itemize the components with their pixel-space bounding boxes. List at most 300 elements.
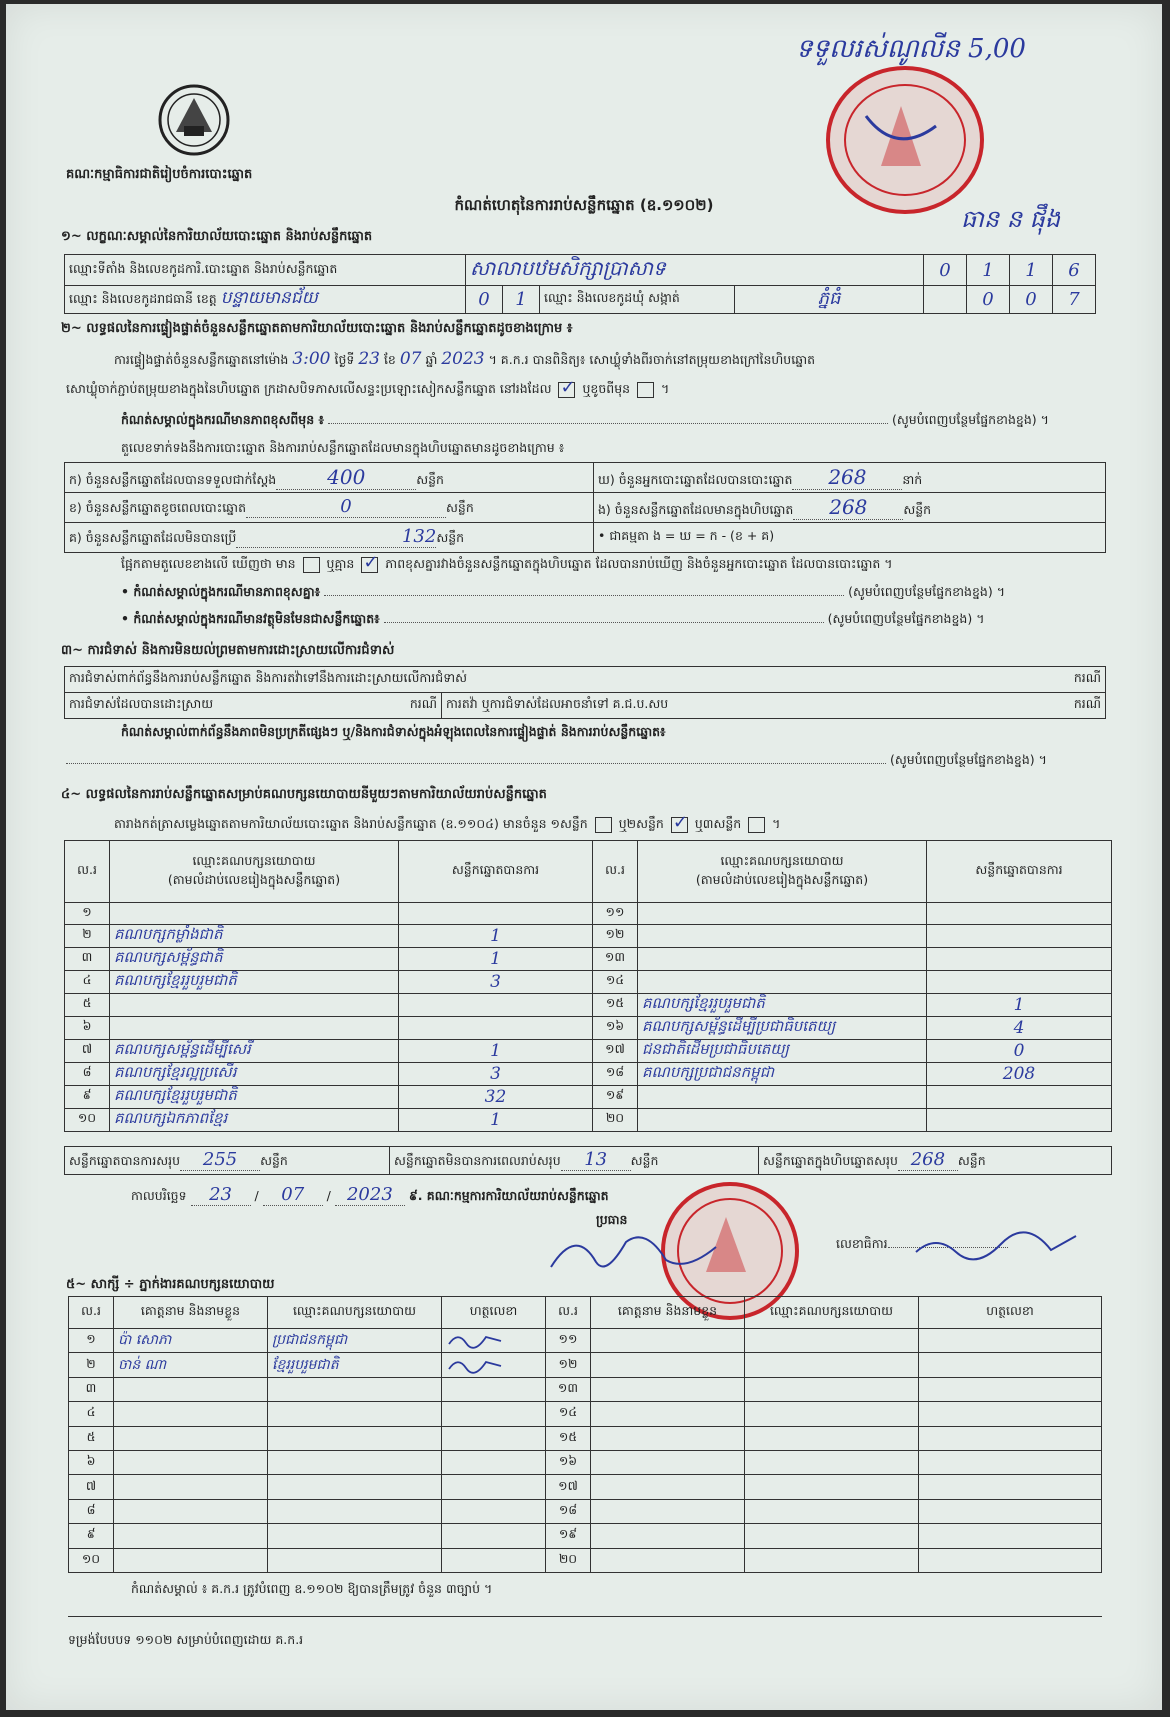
form-title: កំណត់ហេតុនៃការរាប់សន្លឹកឆ្នោត (ឧ.១១០២) (454, 196, 714, 214)
result-votes-right (927, 947, 1112, 970)
witness-no-right: ១១ (546, 1329, 591, 1353)
tally-2-label: ឬ២សន្លឹក (618, 816, 664, 831)
result-party-right (638, 924, 927, 947)
result-party-right: គណបក្សសម្ព័ន្ធដើម្បីប្រជាធិបតេយ្យ (638, 1016, 927, 1039)
witness-party-left (268, 1475, 442, 1499)
seal-text: សោឃ្លុំចាក់ភ្ជាប់តម្រុយខាងក្នុងនៃហិបឆ្នោត ក្រដាសបិទភាសលើសន្ទះប្រឡោះសៀកសន្លឹកឆ្នោត នៅរងដែល (66, 381, 552, 396)
figure-e-unit: សន្លឹក (903, 501, 932, 517)
year-label: ឆ្នាំ (425, 352, 438, 367)
figure-b (65, 493, 594, 523)
table-row (65, 970, 1112, 993)
witness-name-right (591, 1402, 745, 1426)
figure-c-label: គ) ចំនួនសន្លឹកឆ្នោតដែលមិនបានប្រើ (69, 530, 237, 545)
figure-a-value: 400 (276, 465, 416, 490)
chair-signature-icon (546, 1222, 746, 1286)
result-votes-left: 32 (399, 1085, 593, 1108)
witness-sign-left (442, 1450, 546, 1474)
result-no-left: ១០ (65, 1108, 110, 1131)
objections-resolved: ការជំទាស់ដែលបានដោះស្រាយ (65, 693, 384, 719)
total-valid-unit: សន្លឹក (260, 1153, 288, 1168)
total-box (759, 1147, 1112, 1175)
result-party-right (638, 1108, 927, 1131)
tally-3-checkbox[interactable] (748, 817, 765, 833)
damaged-checkbox[interactable] (637, 382, 654, 398)
commune-code-1: 0 (967, 286, 1010, 314)
totals-table (64, 1146, 1112, 1175)
witness-no-right: ១៤ (546, 1402, 591, 1426)
diff-note-label: កំណត់សម្គាល់ក្នុងករណីមានភាពខុសពីមុន ៖ (121, 412, 325, 427)
result-no-left: ៨ (65, 1062, 110, 1085)
witness-col-sign-right: ហត្ថលេខា (919, 1297, 1102, 1329)
witness-no-right: ១៧ (546, 1475, 591, 1499)
table-row (69, 1450, 1102, 1474)
result-party-left: គណបក្សខ្មែររួបរួមជាតិ (110, 970, 399, 993)
date-line: កាលបរិច្ឆេទ 23 / 07 / 2023 ៩. គណៈកម្មការការិយាល័យរាប់សន្លឹកឆ្នោត (131, 1184, 609, 1205)
verify-year: 2023 (441, 349, 485, 369)
objections-case-1: ករណី (1047, 667, 1106, 693)
section2-title: ២~ លទ្ធផលនៃការផ្ទៀងផ្ទាត់ចំនួនសន្លឹកឆ្នោតតាមការិយាល័យបោះឆ្នោត និងរាប់សន្លឹកឆ្នោតដូចខាងក្រោម ៖ (61, 321, 573, 336)
difference-yes-checkbox[interactable] (303, 557, 320, 573)
witness-sign-left (442, 1377, 546, 1401)
total-invalid (390, 1147, 759, 1175)
figure-e-value: 268 (793, 495, 903, 520)
location-code-3: 1 (1010, 255, 1053, 286)
witness-sign-right (919, 1377, 1102, 1401)
witness-col-sign-left: ហត្ថលេខា (442, 1297, 546, 1329)
witness-party-right (745, 1329, 919, 1353)
date-month: 07 (263, 1184, 323, 1206)
verify-text-b: ។ គ.ក.រ បានពិនិត្យ៖ សោឃ្លុំទាំងពីរចាក់នៅតម្រុយខាងក្រៅនៃហិបឆ្នោត (488, 352, 816, 367)
province-code-2: 1 (503, 286, 540, 314)
col-party-right (638, 841, 927, 903)
total-valid-value: 255 (180, 1149, 260, 1171)
witness-col-no-right: ល.រ (546, 1297, 591, 1329)
witness-signature-icon (446, 1329, 506, 1349)
col-party-left-title: ឈ្មោះគណបក្សនយោបាយ (192, 852, 316, 868)
result-votes-right (927, 903, 1112, 925)
result-no-right: ១៦ (593, 1016, 638, 1039)
witness-no-left: ១០ (69, 1548, 114, 1572)
witness-no-left: ៨ (69, 1499, 114, 1523)
result-party-right (638, 1085, 927, 1108)
witness-sign-right (919, 1402, 1102, 1426)
result-votes-right: 208 (927, 1062, 1112, 1085)
figures-intro: តួលេខទាក់ទងនឹងការបោះឆ្នោត និងការរាប់សន្លឹកឆ្នោតដែលមានក្នុងហិបឆ្នោតមានដូចខាងក្រោម ៖ (121, 440, 565, 455)
witness-no-left: ៩ (69, 1524, 114, 1548)
bullet-objects-label: • កំណត់សម្គាល់ក្នុងករណីមានវត្ថុមិនមែនជាសន្លឹកឆ្នោត៖ (121, 611, 380, 626)
witness-sign-left (442, 1353, 546, 1377)
irregularity-note: កំណត់សម្គាល់ពាក់ព័ន្ធនឹងភាពមិនប្រក្រតីផ្សេងៗ ឬ/និងការជំទាស់ក្នុងអំឡុងពេលនៃការផ្ទៀងផ្ទាត់ និងការរាប់សន្លឹកឆ្នោត៖ (121, 724, 666, 739)
section1-title: ១~ លក្ខណៈសម្គាល់នៃការិយាល័យបោះឆ្នោត និងរាប់សន្លឹកឆ្នោត (61, 229, 373, 244)
result-party-left: គណបក្សសម្ព័ន្ធដើម្បីសេរី (110, 1039, 399, 1062)
witness-name-left (114, 1450, 268, 1474)
witness-party-left (268, 1377, 442, 1401)
witness-party-left: ខ្មែររួបរួមជាតិ (268, 1353, 442, 1377)
day-label: ថ្ងៃទី (334, 352, 355, 367)
witness-no-right: ១៣ (546, 1377, 591, 1401)
witness-party-right (745, 1353, 919, 1377)
table-row (65, 1016, 1112, 1039)
official-seal-icon (826, 66, 984, 214)
result-party-right: គណបក្សប្រជាជនកម្ពុជា (638, 1062, 927, 1085)
figure-a-label: ក) ចំនួនសន្លឹកឆ្នោតដែលបានទទួលជាក់ស្តែង (69, 471, 277, 487)
witness-name-left (114, 1402, 268, 1426)
witness-name-right (591, 1329, 745, 1353)
figure-e (594, 493, 1106, 523)
diff-stmt-b: ឬគ្មាន (326, 556, 355, 571)
result-no-left: ៧ (65, 1039, 110, 1062)
difference-no-checkbox[interactable] (361, 557, 378, 573)
tally-3-label: ឬ៣សន្លឹក (694, 816, 742, 831)
section4-title: ៤~ លទ្ធផលនៃការរាប់សន្លឹកឆ្នោតសម្រាប់គណបក្សនយោបាយនីមួយៗតាមការិយាល័យរាប់សន្លឹកឆ្នោត (61, 787, 547, 802)
witness-name-left (114, 1377, 268, 1401)
witness-no-left: ៣ (69, 1377, 114, 1401)
result-votes-right: 0 (927, 1039, 1112, 1062)
date-day: 23 (191, 1184, 251, 1206)
table-row (65, 924, 1112, 947)
corner-note-2: ធាន ន ផ៉ឹង (961, 205, 1061, 233)
total-valid-label: សន្លឹកឆ្នោតបានការសរុប (69, 1153, 181, 1168)
witness-name-right (591, 1377, 745, 1401)
witness-sign-right (919, 1499, 1102, 1523)
result-votes-left (399, 993, 593, 1016)
table-row (69, 1353, 1102, 1377)
result-votes-left (399, 1016, 593, 1039)
footer-text: ទម្រង់បែបបទ ១១០២ សម្រាប់បំពេញដោយ គ.ក.រ (68, 1632, 304, 1647)
witness-party-right (745, 1499, 919, 1523)
figure-b-value: 0 (246, 496, 446, 518)
section3-title: ៣~ ការជំទាស់ និងការមិនយល់ព្រមតាមការដោះស្រាយលើការជំទាស់ (61, 643, 395, 658)
result-party-left: គណបក្សសម្ព័ន្ធជាតិ (110, 947, 399, 970)
intact-checkbox[interactable] (558, 382, 575, 398)
witness-sign-right (919, 1475, 1102, 1499)
witness-col-party-left: ឈ្មោះគណបក្សនយោបាយ (268, 1297, 442, 1329)
date-year: 2023 (335, 1184, 405, 1206)
witness-party-right (745, 1450, 919, 1474)
tally-intro: តារាងកត់ត្រាសម្លេងឆ្នោតតាមការិយាល័យបោះឆ្នោត និងរាប់សន្លឹកឆ្នោត (ឧ.១១០៤) មានចំនួន ១សន្លឹក (114, 816, 588, 831)
diff-note (121, 412, 1111, 431)
witness-no-right: ១៦ (546, 1450, 591, 1474)
result-no-right: ១៥ (593, 993, 638, 1016)
witness-no-left: ២ (69, 1353, 114, 1377)
tally-2-checkbox[interactable] (671, 817, 688, 833)
table-row (69, 1475, 1102, 1499)
result-votes-left: 1 (399, 947, 593, 970)
figure-d-unit: នាក់ (902, 471, 923, 487)
verify-day: 23 (358, 349, 380, 369)
witness-col-name-left: គោត្តនាម និងនាមខ្លួន (114, 1297, 268, 1329)
chair-label: ប្រធាន (596, 1212, 628, 1227)
bullet-difference-hint: (សូមបំពេញបន្ថែមផ្នែកខាងខ្នង) ។ (848, 584, 1005, 599)
objections-case-3: ករណី (1047, 693, 1106, 719)
figure-b-label: ខ) ចំនួនសន្លឹកឆ្នោតខូចពេលបោះឆ្នោត (69, 500, 247, 515)
bullet-objects (121, 611, 1111, 630)
result-party-left: គណបក្សឯកភាពខ្មែរ (110, 1108, 399, 1131)
witness-party-left (268, 1450, 442, 1474)
total-invalid-label: សន្លឹកឆ្នោតមិនបានការពេលរាប់សរុប (394, 1153, 561, 1168)
figure-c-unit: សន្លឹក (436, 530, 465, 545)
figure-d-label: ឃ) ចំនួនអ្នកបោះឆ្នោតដែលបានបោះឆ្នោត (598, 471, 793, 487)
commune-label: ឈ្មោះ និងលេខកូដឃុំ សង្កាត់ (540, 286, 735, 314)
result-votes-right (927, 970, 1112, 993)
witness-sign-right (919, 1524, 1102, 1548)
result-party-right (638, 970, 927, 993)
verify-month: 07 (399, 349, 422, 369)
results-body (65, 903, 1112, 1132)
witness-sign-left (442, 1426, 546, 1450)
irregularity-line (66, 752, 1106, 771)
witness-party-right (745, 1426, 919, 1450)
objections-case-2: ករណី (383, 693, 442, 719)
figure-formula: • ជាគម្មតា ង = ឃ = ក - (ខ + គ) (594, 523, 1106, 553)
result-no-left: ៦ (65, 1016, 110, 1039)
witness-name-right (591, 1548, 745, 1572)
province-label-text: ឈ្មោះ និងលេខកូដរាជធានី ខេត្ត (69, 291, 217, 306)
damaged-label: ឬខូចពីមុន (582, 381, 631, 396)
month-label: ខែ (383, 352, 396, 367)
tally-1-checkbox[interactable] (595, 817, 612, 833)
objections-table (64, 666, 1106, 719)
witness-name-left (114, 1524, 268, 1548)
total-box-unit: សន្លឹក (957, 1153, 986, 1168)
commune-value: ភ្នំធំ (735, 286, 924, 314)
result-no-right: ១៧ (593, 1039, 638, 1062)
witness-sign-right (919, 1450, 1102, 1474)
verify-text-a: ការផ្ទៀងផ្ទាត់ចំនួនសន្លឹកឆ្នោតនៅម៉ោង (114, 352, 289, 367)
result-votes-left: 1 (399, 1039, 593, 1062)
witness-no-left: ១ (69, 1329, 114, 1353)
result-no-right: ១៨ (593, 1062, 638, 1085)
diff-stmt-a: ផ្អែកតាមតួលេខខាងលើ ឃើញថា មាន (121, 556, 296, 571)
table-row (65, 903, 1112, 925)
table-row (69, 1329, 1102, 1353)
result-no-left: ៤ (65, 970, 110, 993)
figure-d-value: 268 (792, 465, 902, 490)
table-row (65, 993, 1112, 1016)
table-row (65, 1085, 1112, 1108)
result-votes-left: 1 (399, 924, 593, 947)
witness-party-left (268, 1524, 442, 1548)
result-party-left: គណបក្សខ្មែររួបរួមជាតិ (110, 1085, 399, 1108)
total-invalid-value: 13 (561, 1149, 631, 1171)
total-box-label: សន្លឹកឆ្នោតក្នុងហិបឆ្នោតសរុប (763, 1153, 898, 1168)
secretary-label: លេខាធិការ (836, 1236, 888, 1251)
result-no-right: ១១ (593, 903, 638, 925)
nec-emblem-icon (154, 82, 234, 158)
witness-party-right (745, 1402, 919, 1426)
witness-no-right: ២០ (546, 1548, 591, 1572)
witness-party-left: ប្រជាជនកម្ពុជា (268, 1329, 442, 1353)
witness-table (68, 1296, 1102, 1573)
diff-stmt-c: ភាពខុសគ្នារវាងចំនួនសន្លឹកឆ្នោតក្នុងហិបឆ្នោត ដែលបានរាប់ឃើញ និងចំនួនអ្នកបោះឆ្នោត ដែលបានបោះឆ្នោត ។ (385, 556, 893, 571)
result-party-right (638, 903, 927, 925)
table-row (69, 1402, 1102, 1426)
result-votes-right (927, 924, 1112, 947)
result-no-right: ១៣ (593, 947, 638, 970)
secretary-signature-icon (911, 1224, 1081, 1268)
section1-table (64, 254, 1096, 314)
result-votes-right: 4 (927, 1016, 1112, 1039)
result-party-left (110, 993, 399, 1016)
witness-name-left: ចាន់ ណា (114, 1353, 268, 1377)
total-invalid-unit: សន្លឹក (630, 1153, 659, 1168)
figure-e-label: ង) ចំនួនសន្លឹកឆ្នោតដែលមានក្នុងហិបឆ្នោត (598, 501, 794, 517)
witness-name-right (591, 1353, 745, 1377)
figure-d (594, 463, 1106, 493)
witness-no-left: ៦ (69, 1450, 114, 1474)
province-code-1: 0 (466, 286, 503, 314)
result-party-right (638, 947, 927, 970)
figure-b-unit: សន្លឹក (446, 500, 474, 515)
irregularity-hint: (សូមបំពេញបន្ថែមផ្នែកខាងខ្នង) ។ (889, 752, 1047, 767)
col-votes-left: សន្លឹកឆ្នោតបានការ (399, 841, 593, 903)
table-row (69, 1377, 1102, 1401)
bullet-difference (121, 584, 1111, 603)
result-no-left: ១ (65, 903, 110, 925)
result-votes-left: 3 (399, 970, 593, 993)
table-row (69, 1499, 1102, 1523)
witness-col-name-right: គោត្តនាម និងនាមខ្លួន (591, 1297, 745, 1329)
result-no-left: ៣ (65, 947, 110, 970)
witness-no-left: ៤ (69, 1402, 114, 1426)
witness-signature-icon (446, 1354, 506, 1374)
col-party-left-sub: (តាមលំដាប់លេខរៀងក្នុងសន្លឹកឆ្នោត) (167, 871, 341, 887)
committee-label: ៩. គណៈកម្មការការិយាល័យរាប់សន្លឹកឆ្នោត (408, 1188, 609, 1203)
result-party-left: គណបក្សកម្លាំងជាតិ (110, 924, 399, 947)
witness-sign-left (442, 1548, 546, 1572)
witness-sign-right (919, 1329, 1102, 1353)
witness-name-left: ប៉ា សោភា (114, 1329, 268, 1353)
tally-sheets: តារាងកត់ត្រាសម្លេងឆ្នោតតាមការិយាល័យបោះឆ្នោត និងរាប់សន្លឹកឆ្នោត (ឧ.១១០៤) មានចំនួន ១សន្លឹក ឬ២សន្លឹក ✓ ឬ៣សន្លឹក ។ (114, 816, 780, 835)
witness-name-left (114, 1499, 268, 1523)
witness-name-left (114, 1475, 268, 1499)
figure-c-value: 132 (236, 526, 436, 548)
result-no-right: ២០ (593, 1108, 638, 1131)
witness-no-right: ១២ (546, 1353, 591, 1377)
result-no-left: ២ (65, 924, 110, 947)
witness-col-no-left: ល.រ (69, 1297, 114, 1329)
col-no-left: ល.រ (65, 841, 110, 903)
witness-name-left (114, 1548, 268, 1572)
result-party-right: គណបក្សខ្មែររួបរួមជាតិ (638, 993, 927, 1016)
table-row (65, 1108, 1112, 1131)
table-row (69, 1524, 1102, 1548)
result-no-left: ៥ (65, 993, 110, 1016)
table-row (69, 1548, 1102, 1572)
table-row (65, 1062, 1112, 1085)
witness-sign-left (442, 1524, 546, 1548)
commune-code-3: 7 (1053, 286, 1096, 314)
witness-body (69, 1329, 1102, 1573)
witness-name-right (591, 1426, 745, 1450)
witness-party-right (745, 1524, 919, 1548)
witness-col-party-right: ឈ្មោះគណបក្សនយោបាយ (745, 1297, 919, 1329)
verify-time: 3:00 (292, 349, 331, 369)
table-row (65, 1039, 1112, 1062)
section5-title: ៥~ សាក្សី ÷ ភ្នាក់ងារគណបក្សនយោបាយ (66, 1277, 275, 1292)
witness-no-right: ១៨ (546, 1499, 591, 1523)
result-votes-right (927, 1085, 1112, 1108)
col-party-right-sub: (តាមលំដាប់លេខរៀងក្នុងសន្លឹកឆ្នោត) (695, 871, 869, 887)
result-votes-right: 1 (927, 993, 1112, 1016)
org-name: គណៈកម្មាធិការជាតិរៀបចំការបោះឆ្នោត (66, 167, 253, 182)
witness-party-left (268, 1548, 442, 1572)
form-paper (6, 4, 1162, 1710)
location-code-2: 1 (967, 255, 1010, 286)
witness-no-left: ៧ (69, 1475, 114, 1499)
commune-code-2: 0 (1010, 286, 1053, 314)
objections-row-1: ការជំទាស់ពាក់ព័ន្ធនឹងការរាប់សន្លឹកឆ្នោត និងការតវ៉ាទៅនឹងការដោះស្រាយលើការជំទាស់ (65, 667, 1048, 693)
verify-paragraph (114, 349, 1114, 371)
province-label (65, 286, 466, 314)
witness-sign-left (442, 1475, 546, 1499)
witness-sign-right (919, 1426, 1102, 1450)
figure-c (65, 523, 594, 553)
bullet-difference-label: • កំណត់សម្គាល់ក្នុងករណីមានភាពខុសគ្នា៖ (121, 584, 321, 599)
witness-name-right (591, 1499, 745, 1523)
witness-party-right (745, 1548, 919, 1572)
witness-party-left (268, 1499, 442, 1523)
witness-sign-left (442, 1499, 546, 1523)
total-valid (65, 1147, 390, 1175)
witness-no-right: ១៥ (546, 1426, 591, 1450)
date-label: កាលបរិច្ឆេទ (131, 1188, 187, 1203)
result-no-left: ៩ (65, 1085, 110, 1108)
witness-party-left (268, 1402, 442, 1426)
bullet-objects-hint: (សូមបំពេញបន្ថែមផ្នែកខាងខ្នង) ។ (827, 611, 985, 626)
figures-table (64, 462, 1106, 553)
result-votes-right (927, 1108, 1112, 1131)
witness-sign-right (919, 1353, 1102, 1377)
witness-no-left: ៥ (69, 1426, 114, 1450)
diff-note-hint: (សូមបំពេញបន្ថែមផ្នែកខាងខ្នង) ។ (892, 412, 1049, 427)
corner-note: ទទួលរស់ណូលីន 5,00 (796, 34, 1026, 64)
figure-a-unit: សន្លឹក (416, 471, 444, 487)
table-row (65, 947, 1112, 970)
col-party-right-title: ឈ្មោះគណបក្សនយោបាយ (720, 852, 844, 868)
objections-appeal: ការតវ៉ា ឬការជំទាស់ដែលអាចនាំទៅ គ.ជ.ប.សប (442, 693, 1048, 719)
location-value: សាលាបឋមសិក្សាប្រាសាទ (466, 255, 924, 286)
witness-sign-right (919, 1548, 1102, 1572)
witness-sign-left (442, 1402, 546, 1426)
footer-divider (68, 1616, 1102, 1617)
witness-party-right (745, 1377, 919, 1401)
table-row (69, 1426, 1102, 1450)
difference-statement (121, 556, 1111, 575)
result-party-right: ជនជាតិដើមប្រជាធិបតេយ្យ (638, 1039, 927, 1062)
witness-no-right: ១៩ (546, 1524, 591, 1548)
province-value: បន្ទាយមានជ័យ (220, 288, 318, 308)
seal-paragraph: សោឃ្លុំចាក់ភ្ជាប់តម្រុយខាងក្នុងនៃហិបឆ្នោត ក្រដាសបិទភាសលើសន្ទះប្រឡោះសៀកសន្លឹកឆ្នោត នៅរងដែល ✓ ឬខូចពីមុន ។ (66, 381, 669, 400)
total-box-value: 268 (898, 1149, 958, 1171)
result-votes-left: 3 (399, 1062, 593, 1085)
witness-name-right (591, 1475, 745, 1499)
witness-party-right (745, 1475, 919, 1499)
location-code-1: 0 (924, 255, 967, 286)
witness-sign-left (442, 1329, 546, 1353)
witness-party-left (268, 1426, 442, 1450)
location-code-4: 6 (1053, 255, 1096, 286)
result-party-left (110, 903, 399, 925)
result-no-right: ១២ (593, 924, 638, 947)
witness-name-right (591, 1524, 745, 1548)
col-party-left (110, 841, 399, 903)
result-no-right: ១៩ (593, 1085, 638, 1108)
result-party-left (110, 1016, 399, 1039)
result-votes-left: 1 (399, 1108, 593, 1131)
witness-name-left (114, 1426, 268, 1450)
result-no-right: ១៤ (593, 970, 638, 993)
